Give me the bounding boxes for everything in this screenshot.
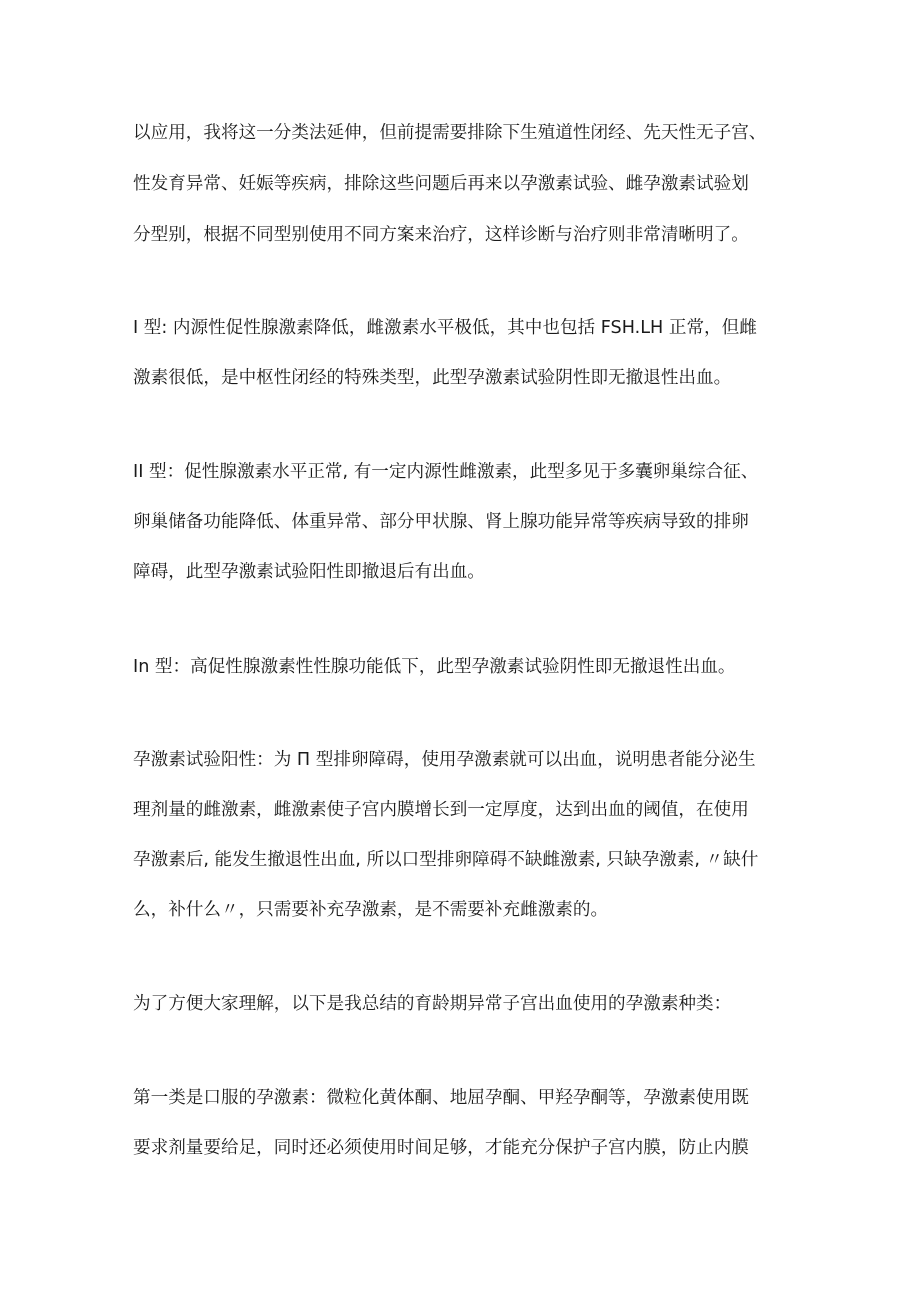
paragraph-3-line-2: 卵巢储备功能降低、体重异常、部分甲状腺、肾上腺功能异常等疾病导致的排卵 (133, 512, 749, 532)
paragraph-2-line-2: 激素很低，是中枢性闭经的特殊类型，此型孕激素试验阴性即无撤退性出血。 (133, 368, 732, 388)
paragraph-3-line-1: II 型：促性腺激素水平正常, 有一定内源性雌激素，此型多见于多囊卵巢综合征、 (133, 462, 759, 482)
paragraph-5-line-3: 孕激素后, 能发生撤退性出血, 所以口型排卵障碍不缺雌激素, 只缺孕激素, 〃缺什 (133, 850, 759, 870)
paragraph-7-line-2: 要求剂量要给足，同时还必须使用时间足够，才能充分保护子宫内膜，防止内膜 (133, 1138, 749, 1158)
paragraph-7-line-1: 第一类是口服的孕激素：微粒化黄体酮、地屈孕酮、甲羟孕酮等，孕激素使用既 (133, 1088, 749, 1108)
paragraph-1-line-2: 性发育异常、妊娠等疾病，排除这些问题后再来以孕激素试验、雌孕激素试验划 (133, 174, 749, 194)
paragraph-5-line-4: 么，补什么〃，只需要补充孕激素，是不需要补充雌激素的。 (133, 900, 609, 920)
paragraph-6-line-1: 为了方便大家理解，以下是我总结的育龄期异常子宫出血使用的孕激素种类： (133, 994, 732, 1014)
paragraph-2-line-1: I 型: 内源性促性腺激素降低，雌激素水平极低，其中也包括 FSH.LH 正常，但雌 (133, 318, 757, 338)
paragraph-1-line-1: 以应用，我将这一分类法延伸，但前提需要排除下生殖道性闭经、先天性无子宫、 (133, 123, 767, 143)
paragraph-5-line-1: 孕激素试验阳性：为 П 型排卵障碍，使用孕激素就可以出血，说明患者能分泌生 (133, 750, 756, 770)
paragraph-5-line-2: 理剂量的雌激素，雌激素使子宫内膜增长到一定厚度，达到出血的阈值，在使用 (133, 800, 749, 820)
paragraph-1-line-3: 分型别，根据不同型别使用不同方案来治疗，这样诊断与治疗则非常清晰明了。 (133, 225, 749, 245)
paragraph-3-line-3: 障碍，此型孕激素试验阳性即撤退后有出血。 (133, 562, 485, 582)
paragraph-4-line-1: In 型：高促性腺激素性性腺功能低下，此型孕激素试验阴性即无撤退性出血。 (133, 657, 736, 677)
